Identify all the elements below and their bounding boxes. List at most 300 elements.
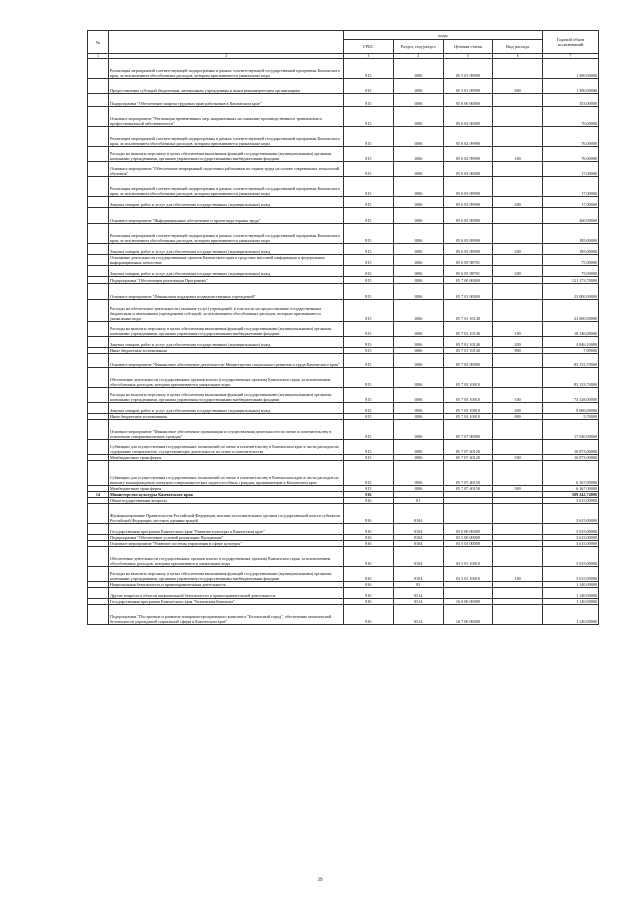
cell-sum: 17,00000 [543, 197, 599, 208]
cell-vr [493, 162, 543, 177]
cell-vr [493, 127, 543, 147]
cell-grbs: 816 [344, 541, 394, 547]
cell-name: Основное мероприятие "Реализация превентивных мер, направленных на снижение производственного травматизма и профессиональной заболеваемости" [109, 107, 344, 127]
cell-rz: 1006 [393, 94, 443, 107]
cell-sum: 6 167,00000 [543, 461, 599, 486]
cell-name: Предоставление субсидий бюджетным, автономным учреждениям и иным некоммерческим организациям [109, 79, 344, 94]
cell-cs: 05 7 01 00000 [443, 284, 493, 300]
cell-cs: 05 5 01 09990 [443, 79, 493, 94]
cell-grbs: 815 [344, 461, 394, 486]
cell-cs: 05 7 07 40120 [443, 440, 493, 455]
cell-grbs: 815 [344, 486, 394, 492]
table-row [88, 177, 599, 197]
cell-sum: 353,00000 [543, 94, 599, 107]
cell-name: Основное мероприятие "Развитие системы управления в сфере культуры" [109, 541, 344, 547]
cell-rz: 1006 [393, 197, 443, 208]
cell-vr [493, 284, 543, 300]
cell-vr: 200 [493, 244, 543, 255]
cell-cs: 05 6 05 09990 [443, 244, 493, 255]
cell-rz: 1006 [393, 208, 443, 224]
cell-cs: 16 7 00 00000 [443, 605, 493, 625]
cell-name: Иные бюджетные ассигнования [109, 348, 344, 354]
cell-n [88, 300, 109, 322]
cell-name: Расходы на выплаты персоналу в целях обеспечения выполнения функций государственными (муниципальными) органами, казенными учреждениями, органами управления государственными внебюджетными фондами [109, 322, 344, 337]
cell-name: Закупка товаров, работ и услуг для обеспечения государственных (муниципальных) нужд [109, 197, 344, 208]
cell-n [88, 244, 109, 255]
cell-n [88, 420, 109, 440]
cell-rz: 0314 [393, 588, 443, 599]
cell-vr: 500 [493, 486, 543, 492]
cell-n [88, 277, 109, 284]
cell-n [88, 354, 109, 368]
table-row [88, 127, 599, 147]
cell-grbs: 815 [344, 354, 394, 368]
cell-name: Реализация мероприятий соответствующей подпрограммы в рамках соответствующей государственной программы Камчатского края, за исключением обособленных расходов, которым присваиваются уникальные коды [109, 127, 344, 147]
cell-grbs: 816 [344, 504, 394, 524]
index-cell: 5 [443, 54, 493, 59]
cell-name: Подпрограмма "Обеспечение условий реализации Программы" [109, 535, 344, 541]
cell-sum: 1 140,00000 [543, 588, 599, 599]
cell-vr: 200 [493, 337, 543, 348]
cell-grbs: 815 [344, 107, 394, 127]
cell-grbs: 815 [344, 147, 394, 162]
cell-sum: 17,00000 [543, 162, 599, 177]
cell-rz: 0314 [393, 605, 443, 625]
cell-vr: 100 [493, 567, 543, 582]
cell-n [88, 547, 109, 567]
cell-cs: 05 6 02 09990 [443, 147, 493, 162]
index-cell: 4 [393, 54, 443, 59]
cell-rz: 0104 [393, 504, 443, 524]
cell-grbs: 816 [344, 498, 394, 504]
cell-name: Основное мероприятие "Финансовая поддержка подведомственных учреждений" [109, 284, 344, 300]
cell-name: Другие вопросы в области национальной безопасности и правоохранительной деятельности [109, 588, 344, 599]
cell-cs: 03 5 00 00000 [443, 535, 493, 541]
cell-n [88, 266, 109, 277]
index-cell: 3 [344, 54, 394, 59]
cell-vr: 600 [493, 79, 543, 94]
cell-vr: 100 [493, 322, 543, 337]
cell-grbs: 815 [344, 300, 394, 322]
cell-vr: 100 [493, 147, 543, 162]
cell-rz: 1006 [393, 322, 443, 337]
cell-name: Субвенции для осуществления государственных полномочий по опеке и попечительству в Камчатском крае в части расходов на выплату вознаграждения опекунам совершеннолетних недееспособных граждан, проживающим в Камчатском крае [109, 461, 344, 486]
cell-rz: 1006 [393, 403, 443, 414]
cell-n [88, 567, 109, 582]
col-header-num: № [88, 31, 109, 54]
cell-vr [493, 547, 543, 567]
table-row [88, 388, 599, 403]
cell-n [88, 208, 109, 224]
cell-name: Основное мероприятие "Финансовое обеспечение деятельности Министерства социального развития и труда Камчатского края" [109, 354, 344, 368]
cell-n [88, 127, 109, 147]
cell-sum: 23 000,00000 [543, 284, 599, 300]
table-row [88, 504, 599, 524]
cell-n [88, 524, 109, 535]
cell-cs: 03 0 00 00000 [443, 524, 493, 535]
cell-sum: 23 000,00000 [543, 300, 599, 322]
cell-sum: 75,00000 [543, 266, 599, 277]
cell-vr [493, 177, 543, 197]
cell-sum: 3 615,00000 [543, 524, 599, 535]
cell-sum: 83 133,70000 [543, 368, 599, 388]
cell-n [88, 162, 109, 177]
budget-table-sheet [87, 30, 599, 625]
cell-name: Закупка товаров, работ и услуг для обеспечения государственных (муниципальных) нужд [109, 266, 344, 277]
cell-name: Основное мероприятие "Финансовое обеспечение организации и осуществления деятельности по опеке и попечительству в отношении совершеннолетних граждан" [109, 420, 344, 440]
cell-name: Основное мероприятие "Информационное обеспечение и пропаганда охраны труда" [109, 208, 344, 224]
cell-sum: 7,90000 [543, 348, 599, 354]
cell-name: Закупка товаров, работ и услуг для обеспечения государственных (муниципальных) нужд [109, 403, 344, 414]
cell-name: Общегосударственные вопросы [109, 498, 344, 504]
cell-rz: 0104 [393, 524, 443, 535]
cell-grbs: 815 [344, 403, 394, 414]
table-row [88, 284, 599, 300]
cell-grbs: 816 [344, 567, 394, 582]
cell-sum: 76,00000 [543, 107, 599, 127]
cell-rz: 0104 [393, 541, 443, 547]
cell-grbs: 815 [344, 162, 394, 177]
cell-grbs: 816 [344, 605, 394, 625]
cell-n [88, 461, 109, 486]
cell-sum: 260,00000 [543, 208, 599, 224]
cell-sum: 1 140,00000 [543, 599, 599, 605]
cell-name: Обеспечение деятельности государственных органов власти (государственных органов) Камчатского края, за исключением обособленных расходов, которым присваиваются уникальные коды [109, 368, 344, 388]
cell-name: Государственная программа Камчатского края "Развитие культуры в Камчатском крае" [109, 524, 344, 535]
cell-name: Реализация мероприятий соответствующей подпрограммы в рамках соответствующей государственной программы Камчатского края, за исключением обособленных расходов, которым присваиваются уникальные коды [109, 177, 344, 197]
col-header-vr: Вид расхода [493, 40, 543, 54]
cell-cs: 05 7 07 40150 [443, 461, 493, 486]
cell-sum: 75,00000 [543, 255, 599, 266]
cell-rz: 1006 [393, 455, 443, 461]
cell-rz: 1006 [393, 354, 443, 368]
cell-name: Закупка товаров, работ и услуг для обеспечения государственных (муниципальных) нужд [109, 244, 344, 255]
cell-sum: 3 615,00000 [543, 535, 599, 541]
cell-grbs: 815 [344, 284, 394, 300]
table-row [88, 461, 599, 486]
cell-n [88, 224, 109, 244]
cell-grbs: 815 [344, 208, 394, 224]
cell-name: Расходы на обеспечение деятельности (оказание услуг) учреждений, в том числе на предоставление государственным бюджетным и автономным учреждениям субсидий, за исключением обособленных расходов, которым присваиваются уникальные коды [109, 300, 344, 322]
cell-rz: 1006 [393, 255, 443, 266]
cell-n [88, 177, 109, 197]
cell-vr [493, 354, 543, 368]
col-header-codes: коды [344, 31, 543, 40]
cell-cs: 05 5 01 09990 [443, 59, 493, 79]
table-row [88, 94, 599, 107]
cell-rz: 0104 [393, 547, 443, 567]
cell-grbs: 815 [344, 388, 394, 403]
cell-sum: 185,00000 [543, 244, 599, 255]
cell-cs: 05 6 03 09990 [443, 177, 493, 197]
cell-cs: 05 7 03 10010 [443, 414, 493, 420]
cell-name: Основное мероприятие "Обеспечение непрерывной подготовки работников по охране труда на основе современных технологий обучения" [109, 162, 344, 177]
cell-vr [493, 255, 543, 266]
cell-rz: 1006 [393, 337, 443, 348]
cell-rz: 1006 [393, 127, 443, 147]
cell-grbs: 816 [344, 582, 394, 588]
cell-sum: 10 873,00000 [543, 455, 599, 461]
table-row [88, 440, 599, 455]
cell-rz: 1006 [393, 107, 443, 127]
cell-cs: 05 7 03 10010 [443, 368, 493, 388]
cell-cs: 05 6 03 09990 [443, 197, 493, 208]
cell-name: Подпрограмма "Обеспечение защиты трудовых прав работников в Камчатском крае" [109, 94, 344, 107]
cell-vr [493, 59, 543, 79]
cell-cs: 05 6 05 98701 [443, 266, 493, 277]
cell-cs: 05 7 00 00000 [443, 277, 493, 284]
cell-cs: 05 7 03 00000 [443, 354, 493, 368]
cell-name: Подпрограмма "Построение и развитие аппаратно-программного комплекса "Безопасный город", обеспечение комплексной безопасности учреждений социальной сферы в Камчатском крае" [109, 605, 344, 625]
cell-cs: 05 6 02 09990 [443, 127, 493, 147]
cell-sum: 76,00000 [543, 147, 599, 162]
cell-name: Межбюджетные трансферты [109, 455, 344, 461]
cell-vr [493, 368, 543, 388]
cell-rz: 1006 [393, 266, 443, 277]
cell-rz: 1006 [393, 368, 443, 388]
cell-vr [493, 208, 543, 224]
index-cell: 1 [88, 54, 109, 59]
cell-n [88, 605, 109, 625]
cell-vr [493, 440, 543, 455]
cell-rz: 1006 [393, 147, 443, 162]
cell-sum: 18 146,00000 [543, 322, 599, 337]
cell-grbs: 816 [344, 599, 394, 605]
cell-grbs: 815 [344, 420, 394, 440]
cell-cs: 05 7 03 10010 [443, 388, 493, 403]
cell-name: Функционирование Правительства Российской Федерации, высших исполнительных органов государственной власти субъектов Российской Федерации, местных администраций [109, 504, 344, 524]
cell-n [88, 403, 109, 414]
cell-rz: 1006 [393, 59, 443, 79]
cell-grbs: 815 [344, 277, 394, 284]
cell-grbs: 815 [344, 440, 394, 455]
cell-vr: 200 [493, 197, 543, 208]
index-cell: 6 [493, 54, 543, 59]
cell-grbs: 815 [344, 127, 394, 147]
cell-vr: 100 [493, 388, 543, 403]
table-row [88, 588, 599, 599]
cell-grbs: 815 [344, 59, 394, 79]
cell-sum: 17,00000 [543, 177, 599, 197]
cell-rz: 1006 [393, 300, 443, 322]
cell-sum: 1 140,00000 [543, 605, 599, 625]
page-number: 39 [317, 878, 323, 883]
cell-rz: 1006 [393, 388, 443, 403]
cell-grbs: 815 [344, 266, 394, 277]
cell-grbs: 815 [344, 348, 394, 354]
cell-sum: 6 167,00000 [543, 486, 599, 492]
cell-rz: 1006 [393, 244, 443, 255]
table-row [88, 567, 599, 582]
cell-vr: 800 [493, 414, 543, 420]
table-row [88, 368, 599, 388]
cell-grbs: 815 [344, 255, 394, 266]
table-row [88, 277, 599, 284]
table-row [88, 107, 599, 127]
cell-name: Министерство культуры Камчатского края [109, 492, 344, 498]
cell-n [88, 94, 109, 107]
cell-grbs: 816 [344, 492, 394, 498]
cell-name: Реализация мероприятий соответствующей подпрограммы в рамках соответствующей государственной программы Камчатского края, за исключением обособленных расходов, которым присваиваются уникальные коды [109, 224, 344, 244]
index-cell: 7 [543, 54, 599, 59]
cell-n [88, 59, 109, 79]
cell-cs: 05 7 01 10140 [443, 300, 493, 322]
cell-cs: 05 6 02 00000 [443, 107, 493, 127]
table-row [88, 162, 599, 177]
cell-cs: 05 7 01 10140 [443, 348, 493, 354]
cell-grbs: 815 [344, 322, 394, 337]
table-row [88, 255, 599, 266]
table-row [88, 244, 599, 255]
cell-sum: 76,00000 [543, 127, 599, 147]
cell-name: Межбюджетные трансферты [109, 486, 344, 492]
cell-n [88, 337, 109, 348]
cell-rz: 1006 [393, 224, 443, 244]
cell-cs: 03 5 01 10010 [443, 567, 493, 582]
cell-vr [493, 107, 543, 127]
cell-vr: 200 [493, 266, 543, 277]
cell-vr [493, 588, 543, 599]
cell-sum: 3 615,00000 [543, 504, 599, 524]
cell-sum: 185,00000 [543, 224, 599, 244]
cell-grbs: 815 [344, 337, 394, 348]
cell-grbs: 815 [344, 94, 394, 107]
cell-grbs: 815 [344, 414, 394, 420]
cell-cs [443, 588, 493, 599]
cell-cs: 05 6 05 00000 [443, 208, 493, 224]
cell-rz: 1006 [393, 486, 443, 492]
cell-sum: 10 873,00000 [543, 440, 599, 455]
index-cell: 2 [109, 54, 344, 59]
cell-grbs: 815 [344, 368, 394, 388]
cell-cs: 03 5 01 10010 [443, 547, 493, 567]
cell-grbs: 816 [344, 524, 394, 535]
cell-sum: 3 615,00000 [543, 567, 599, 582]
cell-name: Субвенции для осуществления государственных полномочий по опеке и попечительству в Камчатском крае в части расходов на содержание специалистов, осуществляющих деятельность по опеке и попечительству [109, 440, 344, 455]
cell-cs: 05 6 03 00000 [443, 162, 493, 177]
cell-vr [493, 224, 543, 244]
cell-vr [493, 300, 543, 322]
cell-rz: 1006 [393, 162, 443, 177]
cell-sum: 1 500,00000 [543, 79, 599, 94]
table-row [88, 224, 599, 244]
cell-sum: 3 615,00000 [543, 498, 599, 504]
cell-n [88, 79, 109, 94]
cell-name: Обеспечение деятельности государственных органов власти (государственных органов) Камчатского края, за исключением обособленных расходов, которым присваиваются уникальные коды [109, 547, 344, 567]
table-row [88, 147, 599, 162]
table-row [88, 547, 599, 567]
cell-cs: 05 7 07 40150 [443, 486, 493, 492]
cell-n [88, 504, 109, 524]
cell-name: Расходы на выплаты персоналу в целях обеспечения выполнения функций государственными (муниципальными) органами, казенными учреждениями, органами управления государственными внебюджетными фондами [109, 388, 344, 403]
cell-rz: 1006 [393, 284, 443, 300]
cell-n [88, 588, 109, 599]
cell-grbs: 815 [344, 455, 394, 461]
table-row [88, 605, 599, 625]
cell-sum: 121 173,70000 [543, 277, 599, 284]
cell-n [88, 388, 109, 403]
cell-name: Освещение деятельности государственных органов Камчатского края в средствах массовой информации и федеральных информационных агентствах [109, 255, 344, 266]
cell-vr: 200 [493, 403, 543, 414]
cell-rz: 1006 [393, 277, 443, 284]
cell-cs: 05 6 00 00000 [443, 94, 493, 107]
table-row [88, 197, 599, 208]
cell-vr: 800 [493, 348, 543, 354]
cell-grbs: 816 [344, 588, 394, 599]
cell-grbs: 815 [344, 197, 394, 208]
cell-cs: 16 0 00 00000 [443, 599, 493, 605]
cell-rz: 1006 [393, 79, 443, 94]
cell-sum: 1 140,00000 [543, 582, 599, 588]
col-header-cs: Целевая статья [443, 40, 493, 54]
cell-rz: 01 [393, 498, 443, 504]
cell-grbs: 815 [344, 79, 394, 94]
cell-sum: 3 615,00000 [543, 547, 599, 567]
cell-rz: 1006 [393, 177, 443, 197]
cell-cs: 05 7 01 10140 [443, 337, 493, 348]
cell-sum: 9 000,00000 [543, 403, 599, 414]
cell-sum: 74 128,00000 [543, 388, 599, 403]
cell-rz: 0104 [393, 567, 443, 582]
cell-n [88, 440, 109, 455]
cell-n [88, 284, 109, 300]
cell-vr [493, 605, 543, 625]
cell-grbs: 815 [344, 224, 394, 244]
cell-vr: 500 [493, 455, 543, 461]
table-row [88, 208, 599, 224]
cell-grbs: 816 [344, 547, 394, 567]
table-row [88, 354, 599, 368]
table-row [88, 403, 599, 414]
cell-name: Государственная программа Камчатского края "Безопасная Камчатка" [109, 599, 344, 605]
cell-name: Подпрограмма "Обеспечение реализации Программы" [109, 277, 344, 284]
cell-sum: 3 615,00000 [543, 541, 599, 547]
cell-name: Расходы на выплаты персоналу в целях обеспечения выполнения функций государственными (муниципальными) органами, казенными учреждениями, органами управления государственными внебюджетными фондами [109, 147, 344, 162]
cell-cs: 05 7 03 10010 [443, 403, 493, 414]
cell-name: Национальная безопасность и правоохранительная деятельность [109, 582, 344, 588]
cell-rz: 1006 [393, 414, 443, 420]
table-row [88, 524, 599, 535]
col-header-sum: Годовой объем ассигнований [543, 31, 599, 54]
cell-n [88, 322, 109, 337]
cell-rz: 03 [393, 582, 443, 588]
table-row [88, 79, 599, 94]
cell-vr [493, 461, 543, 486]
cell-n [88, 107, 109, 127]
cell-sum: 4 846,10000 [543, 337, 599, 348]
cell-rz: 1006 [393, 461, 443, 486]
cell-sum: 17 040,00000 [543, 420, 599, 440]
cell-cs: 05 6 05 98701 [443, 255, 493, 266]
cell-rz: 1006 [393, 420, 443, 440]
cell-sum: 1 500,00000 [543, 59, 599, 79]
cell-rz: 0104 [393, 535, 443, 541]
cell-grbs: 815 [344, 177, 394, 197]
cell-n [88, 197, 109, 208]
cell-name: Реализация мероприятий соответствующей подпрограммы в рамках соответствующей государственной программы Камчатского края, за исключением обособленных расходов, которым присваиваются уникальные коды [109, 59, 344, 79]
cell-rz: 1006 [393, 440, 443, 455]
cell-cs: 03 5 01 00000 [443, 541, 493, 547]
col-header-razdel: Раздел, под-раздел [393, 40, 443, 54]
table-row [88, 266, 599, 277]
cell-n: 14 [88, 492, 109, 498]
cell-cs [443, 504, 493, 524]
cell-vr [493, 524, 543, 535]
cell-cs: 05 7 07 00000 [443, 420, 493, 440]
cell-sum: 83 133,70000 [543, 354, 599, 368]
budget-table [87, 30, 599, 625]
cell-name: Расходы на выплаты персоналу в целях обеспечения выполнения функций государственными (муниципальными) органами, казенными учреждениями, органами управления государственными внебюджетными фондами [109, 567, 344, 582]
